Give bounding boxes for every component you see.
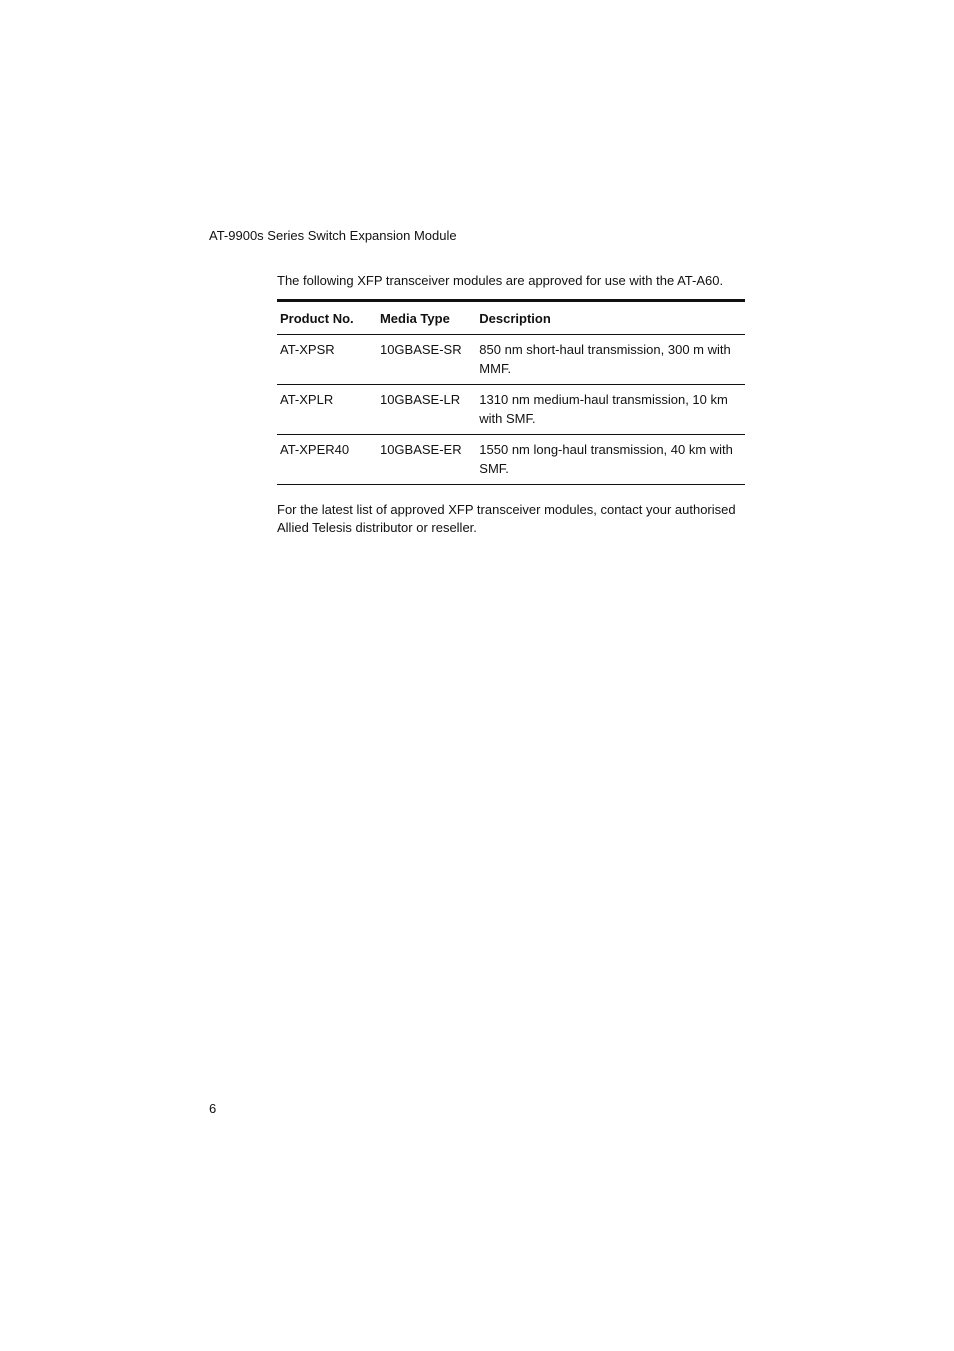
table-row bbox=[277, 435, 745, 485]
closing-paragraph: For the latest list of approved XFP transceiver modules, contact your authorised Allied Telesis distributor or reseller. bbox=[277, 502, 736, 535]
product-no-cell: AT-XPER40 bbox=[280, 442, 350, 457]
running-header: AT-9900s Series Switch Expansion Module bbox=[209, 228, 457, 243]
media-type-cell: 10GBASE-ER bbox=[379, 442, 462, 457]
media-type-cell: 10GBASE-LR bbox=[379, 392, 461, 407]
column-header-description: Description bbox=[479, 311, 551, 326]
intro-paragraph: The following XFP transceiver modules are approved for use with the AT-A60. bbox=[277, 273, 724, 288]
xfp-module-table bbox=[277, 299, 745, 485]
product-no-cell: AT-XPSR bbox=[280, 342, 335, 357]
product-no-cell: AT-XPLR bbox=[280, 392, 334, 407]
table-row bbox=[277, 385, 745, 435]
description-cell: 850 nm short-haul transmission, 300 m with MMF. bbox=[479, 342, 731, 376]
description-cell: 1310 nm medium-haul transmission, 10 km with SMF. bbox=[479, 392, 728, 426]
column-header-product-no: Product No. bbox=[280, 311, 354, 326]
column-header-media-type: Media Type bbox=[379, 311, 450, 326]
description-cell: 1550 nm long-haul transmission, 40 km with SMF. bbox=[479, 442, 733, 476]
table-row bbox=[277, 335, 745, 385]
page-number: 6 bbox=[209, 1101, 217, 1116]
media-type-cell: 10GBASE-SR bbox=[379, 342, 462, 357]
table-header-row bbox=[277, 301, 745, 335]
